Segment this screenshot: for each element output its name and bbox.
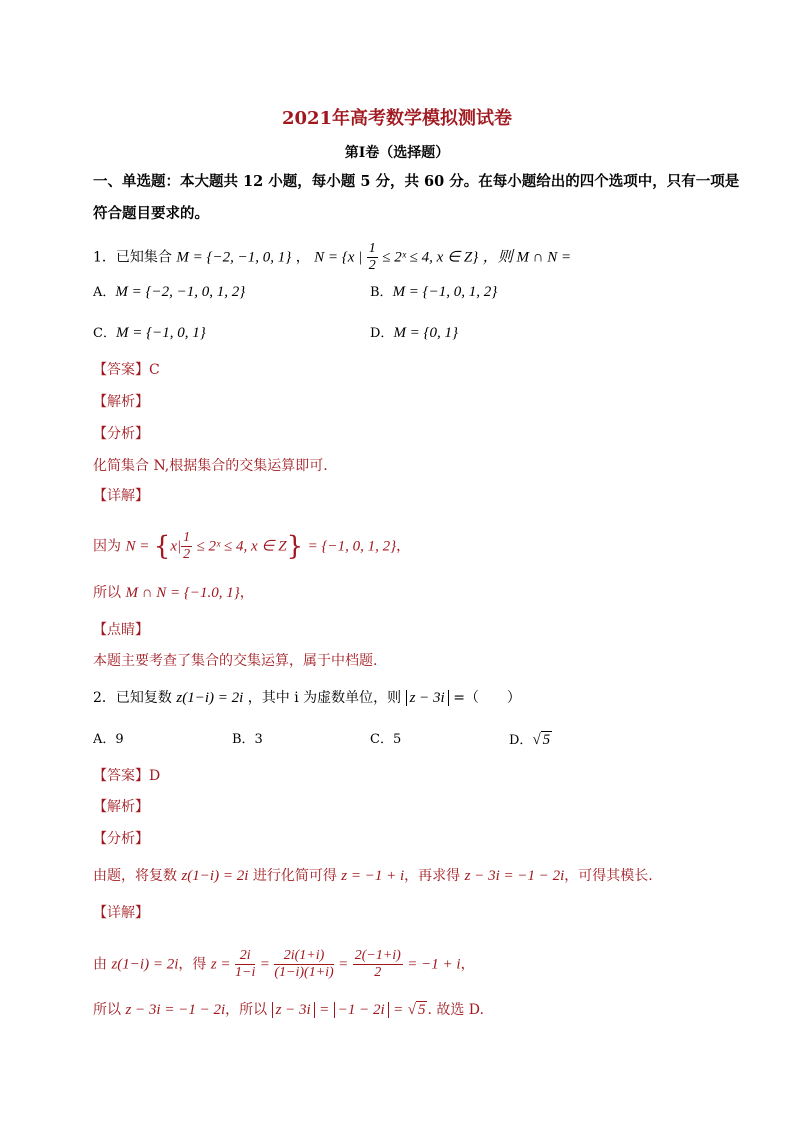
q1-detail1-mid: ≤ 2ˣ ≤ 4, x ∈ Z (196, 538, 287, 555)
q2-f1-num: 2i (235, 948, 255, 965)
q1-detail1-end: ， (396, 538, 411, 555)
q2-d2-eq1: = (319, 1002, 330, 1018)
q2-expr: z(1−i) = 2i (176, 690, 244, 706)
q2-option-a: A．9 (93, 732, 124, 747)
q2-number: 2．已知复数 (93, 690, 172, 706)
q1-option-a-text: M = {−2, −1, 0, 1, 2} (115, 284, 246, 300)
q2-eq-1: = (259, 956, 270, 973)
q1-option-d-label: D． (370, 326, 394, 341)
q1-sep: ， (295, 249, 310, 266)
q1-detail1-left-brace: { (153, 531, 171, 562)
q1-detail-line1 (93, 530, 410, 563)
q2-d2-prefix: 所以 (93, 1002, 121, 1018)
q1-ask: ，则 M ∩ N = (482, 249, 572, 266)
section-heading-line2: 符合题目要求的。 (93, 205, 209, 222)
q2-d1-e1: z(1−i) = 2i (111, 956, 179, 973)
q2-d2-e1: z − 3i = −1 − 2i (125, 1002, 226, 1018)
q1-detail1-fraction (181, 530, 192, 563)
q1-n-prefix: N = {x | (314, 249, 363, 266)
q2-eq-2: = (338, 956, 349, 973)
q2-fraction-1 (235, 948, 255, 981)
q2-d1-prefix: 由 (93, 956, 107, 973)
q2-d2-radicand: 5 (417, 1002, 426, 1018)
q1-answer-value: C (149, 362, 160, 378)
page-title: 2021年高考数学模拟测试卷 (281, 108, 513, 129)
q1-fenxi-text: 化简集合 N,根据集合的交集运算即可. (93, 458, 328, 474)
q1-detail1-result: = {−1, 0, 1, 2} (307, 538, 397, 555)
q2-f3-den: 2 (374, 965, 382, 980)
q2-fenxi-2: 进行化简可得 (252, 868, 337, 884)
q2-d1-end: ， (460, 956, 475, 973)
q1-option-d (370, 323, 458, 344)
q2-fraction-2 (274, 948, 333, 981)
q2-f1-den: 1−i (235, 965, 256, 980)
q1-option-b (370, 282, 497, 303)
q2-stem (93, 688, 521, 708)
q2-d1-result: = −1 + i (407, 956, 461, 973)
q1-dianjing-text: 本题主要考查了集合的交集运算，属于中档题. (93, 653, 378, 669)
q2-fenxi-e2: z = −1 + i (341, 868, 405, 884)
q1-option-d-text: M = {0, 1} (393, 325, 459, 341)
q2-fenxi-e3: z − 3i = −1 − 2i (464, 868, 565, 884)
q1-option-a (93, 282, 245, 303)
q2-d2-eq2: = (393, 1002, 404, 1018)
q2-fenxi-4: ，可得其模长. (564, 868, 653, 884)
q2-d2-sqrt: √ 5 (407, 1002, 426, 1018)
q2-fenxi-3: ，再求得 (404, 868, 461, 884)
q2-answer-value: D (149, 768, 161, 784)
q2-option-d-label: D． (509, 733, 533, 748)
q1-option-a-label: A． (93, 285, 116, 300)
q1-detail1-x: x| (170, 538, 182, 555)
q2-f2-num: 2i(1+i) (274, 948, 333, 965)
q1-frac-den: 2 (368, 258, 376, 273)
q2-f3-num: 2(−1+i) (354, 948, 401, 963)
q2-detail-line2 (93, 1000, 484, 1020)
q2-answer (93, 766, 160, 786)
q2-fenxi: 【分析】 (93, 831, 149, 847)
q1-n-suffix: ≤ 2ˣ ≤ 4, x ∈ Z} (382, 249, 479, 266)
q2-ask: =（ ） (453, 690, 521, 706)
q2-detail-line1 (93, 948, 475, 981)
q2-d2-abs2: −1 − 2i (334, 1002, 389, 1018)
q2-d2-mid: ，所以 (225, 1002, 268, 1018)
q1-stem (93, 241, 571, 274)
q2-mid: ，其中 i 为虚数单位，则 (247, 690, 402, 706)
q1-detail2-expr: M ∩ N = {−1.0, 1} (125, 585, 240, 601)
q2-option-d-sqrt: √ 5 (532, 732, 551, 748)
q2-d1-z: z = (210, 956, 231, 973)
page-subtitle: 第Ⅰ卷（选择题） (344, 145, 450, 161)
q1-option-c-label: C． (93, 326, 116, 341)
q1-set-m: M = {−2, −1, 0, 1} (176, 249, 292, 266)
q2-option-c: C．5 (370, 732, 402, 747)
q1-option-b-label: B． (370, 285, 393, 300)
q2-jiexi: 【解析】 (93, 799, 149, 815)
q2-f2-den: (1−i)(1+i) (274, 965, 334, 980)
q1-answer-tag: 【答案】 (93, 362, 149, 378)
q1-detail2-prefix: 所以 (93, 585, 121, 601)
q2-fraction-3 (353, 948, 403, 981)
q1-detail1-frac-num: 1 (183, 530, 191, 545)
q1-jiexi: 【解析】 (93, 394, 149, 410)
q1-fenxi: 【分析】 (93, 426, 149, 442)
q2-option-b: B．3 (232, 732, 263, 747)
q1-detail2-end: ， (239, 585, 254, 601)
q1-detail1-prefix: 因为 (93, 538, 121, 555)
q2-xiangjie: 【详解】 (93, 905, 149, 921)
q2-abs: z − 3i (406, 690, 449, 706)
q2-d2-end: . 故选 D. (427, 1002, 484, 1018)
q2-fenxi-e1: z(1−i) = 2i (181, 868, 249, 884)
q2-d2-abs1: z − 3i (272, 1002, 315, 1018)
q2-d1-mid: ，得 (178, 956, 207, 973)
q1-frac-num: 1 (368, 241, 376, 256)
q1-option-c (93, 323, 206, 344)
q1-detail1-frac-den: 2 (183, 547, 191, 562)
q2-fenxi-1: 由题，将复数 (93, 868, 177, 884)
q1-detail1-n: N = (125, 538, 150, 555)
q1-option-b-text: M = {−1, 0, 1, 2} (392, 284, 498, 300)
q1-xiangjie: 【详解】 (93, 488, 149, 504)
q1-detail1-right-brace: } (286, 531, 304, 562)
q2-answer-tag: 【答案】 (93, 768, 149, 784)
q1-number: 1．已知集合 (93, 249, 172, 266)
section-heading-line1: 一、单选题：本大题共 12 小题，每小题 5 分，共 60 分。在每小题给出的四个选项中，只有一项是 (93, 173, 740, 190)
q1-answer (93, 360, 160, 380)
q2-option-d (509, 730, 552, 751)
q1-option-c-text: M = {−1, 0, 1} (115, 325, 206, 341)
q1-fraction (367, 241, 378, 274)
q1-detail-line2 (93, 583, 254, 603)
q2-fenxi-text (93, 866, 653, 886)
q1-dianjing: 【点睛】 (93, 622, 149, 638)
q2-option-d-radicand: 5 (542, 732, 551, 748)
